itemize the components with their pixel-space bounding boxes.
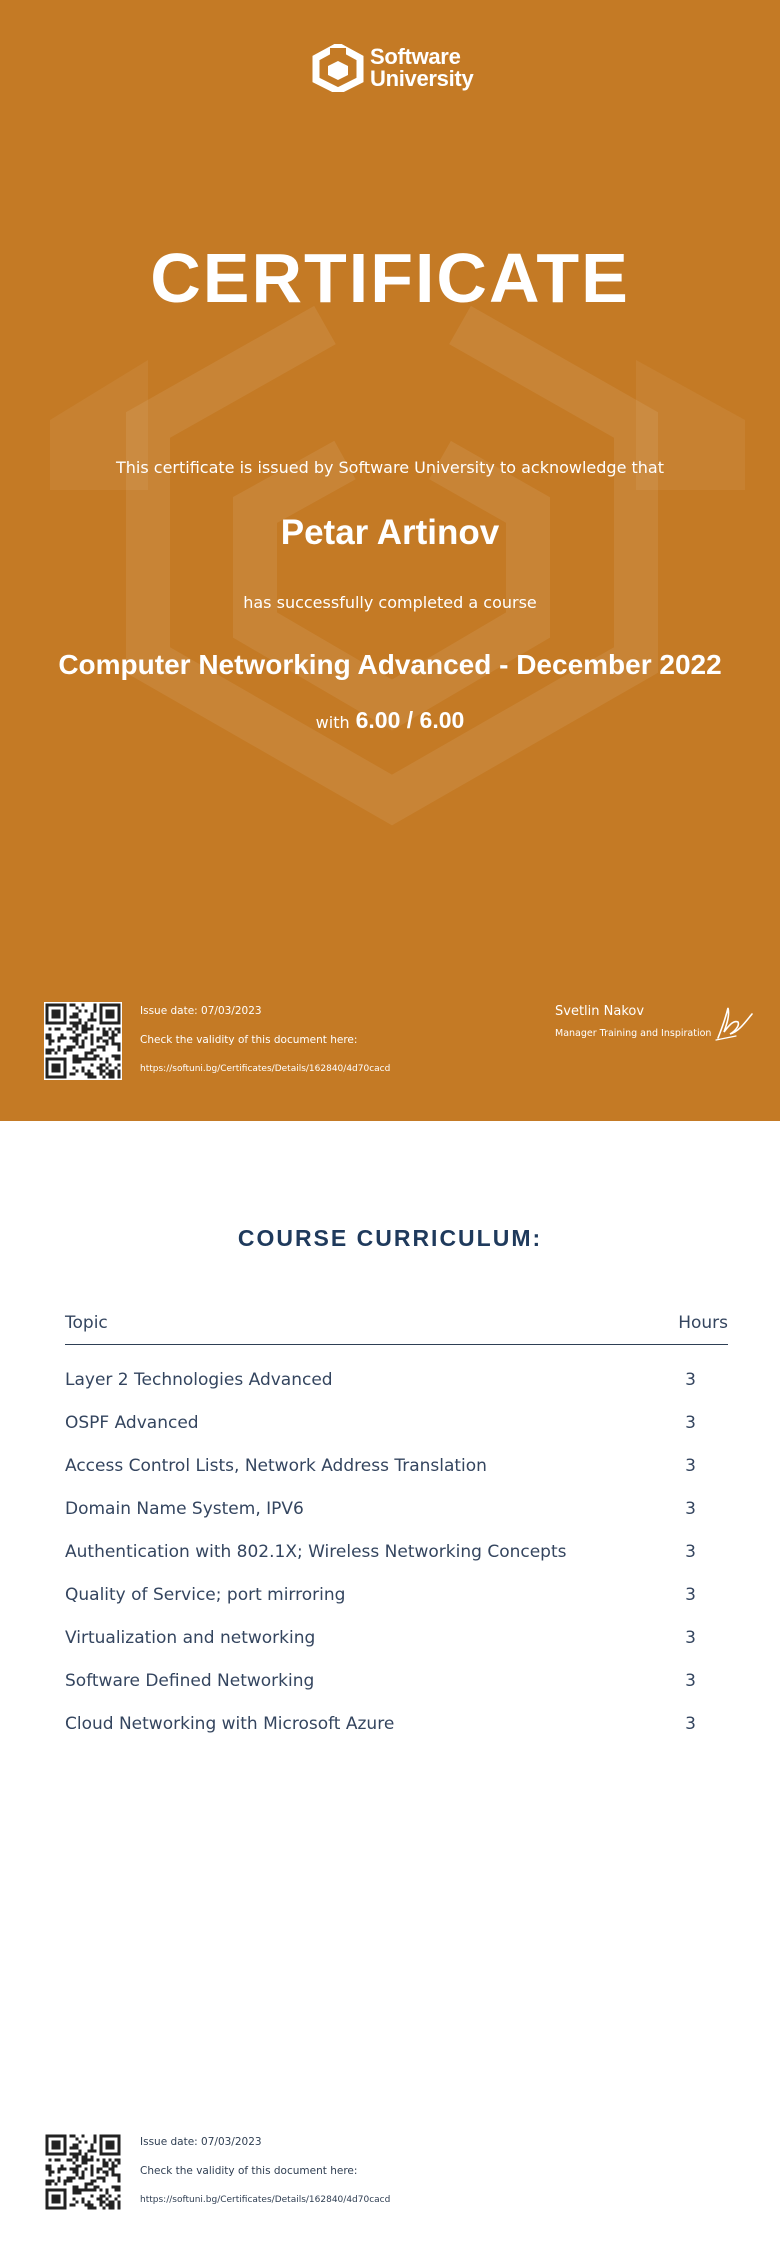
table-row [65, 1709, 728, 1752]
softuni-logo-icon [312, 44, 364, 92]
table-row [65, 1580, 728, 1623]
curriculum-table-header [65, 1311, 728, 1345]
table-row [65, 1537, 728, 1580]
issued-statement: This certificate is issued by Software University to acknowledge that [116, 458, 664, 477]
row-topic: Virtualization and networking [65, 1628, 316, 1648]
course-name: Computer Networking Advanced - December 2022 [58, 649, 722, 680]
issue-date: Issue date: 07/03/2023 [140, 1005, 262, 1017]
qr-code-icon[interactable] [44, 1002, 122, 1080]
row-topic: Cloud Networking with Microsoft Azure [65, 1714, 395, 1734]
row-hours: 3 [685, 1585, 696, 1605]
curriculum-title: COURSE CURRICULUM: [237, 1225, 543, 1251]
row-hours: 3 [685, 1413, 696, 1433]
row-topic: Authentication with 802.1X; Wireless Networking Concepts [65, 1542, 567, 1562]
column-topic: Topic [65, 1313, 108, 1333]
logo-wordmark [370, 46, 473, 90]
row-topic: Software Defined Networking [65, 1671, 315, 1691]
row-topic: Access Control Lists, Network Address Translation [65, 1456, 487, 1476]
certificate-panel [0, 0, 780, 1121]
curriculum-table [65, 1365, 728, 1752]
grade-line [0, 703, 780, 740]
recipient-name: Petar Artinov [280, 513, 500, 552]
completion-statement: has successfully completed a course [243, 593, 537, 612]
grade-prefix: with [315, 713, 350, 732]
qr-code-icon[interactable] [44, 2133, 122, 2211]
table-row [65, 1494, 728, 1537]
validity-check-text: Check the validity of this document here: [140, 1034, 358, 1046]
row-topic: OSPF Advanced [65, 1413, 199, 1433]
row-hours: 3 [685, 1628, 696, 1648]
table-row [65, 1365, 728, 1408]
row-topic: Domain Name System, IPV6 [65, 1499, 304, 1519]
row-hours: 3 [685, 1456, 696, 1476]
table-row [65, 1451, 728, 1494]
row-hours: 3 [685, 1542, 696, 1562]
validity-link[interactable]: https://softuni.bg/Certificates/Details/162840/4d70cacd [140, 1064, 391, 1074]
signer-role: Manager Training and Inspiration [555, 1028, 712, 1039]
grade-value: 6.00 / 6.00 [355, 707, 465, 733]
logo-line-2: University [370, 66, 474, 91]
table-row [65, 1623, 728, 1666]
row-hours: 3 [685, 1370, 696, 1390]
validity-check-text: Check the validity of this document here: [140, 2165, 358, 2177]
signer-block [555, 1003, 711, 1041]
validity-link[interactable]: https://softuni.bg/Certificates/Details/162840/4d70cacd [140, 2195, 391, 2205]
table-row [65, 1666, 728, 1709]
row-topic: Layer 2 Technologies Advanced [65, 1370, 333, 1390]
row-topic: Quality of Service; port mirroring [65, 1585, 346, 1605]
softuni-logo[interactable] [312, 42, 473, 94]
row-hours: 3 [685, 1671, 696, 1691]
column-hours: Hours [678, 1313, 728, 1333]
certificate-title: CERTIFICATE [150, 239, 630, 317]
signature-icon [712, 1002, 756, 1042]
row-hours: 3 [685, 1714, 696, 1734]
logo-line-1: Software [370, 44, 461, 69]
table-row [65, 1408, 728, 1451]
signer-name: Svetlin Nakov [555, 1004, 645, 1019]
row-hours: 3 [685, 1499, 696, 1519]
softuni-watermark-icon [0, 0, 780, 1121]
issue-date: Issue date: 07/03/2023 [140, 2136, 262, 2148]
